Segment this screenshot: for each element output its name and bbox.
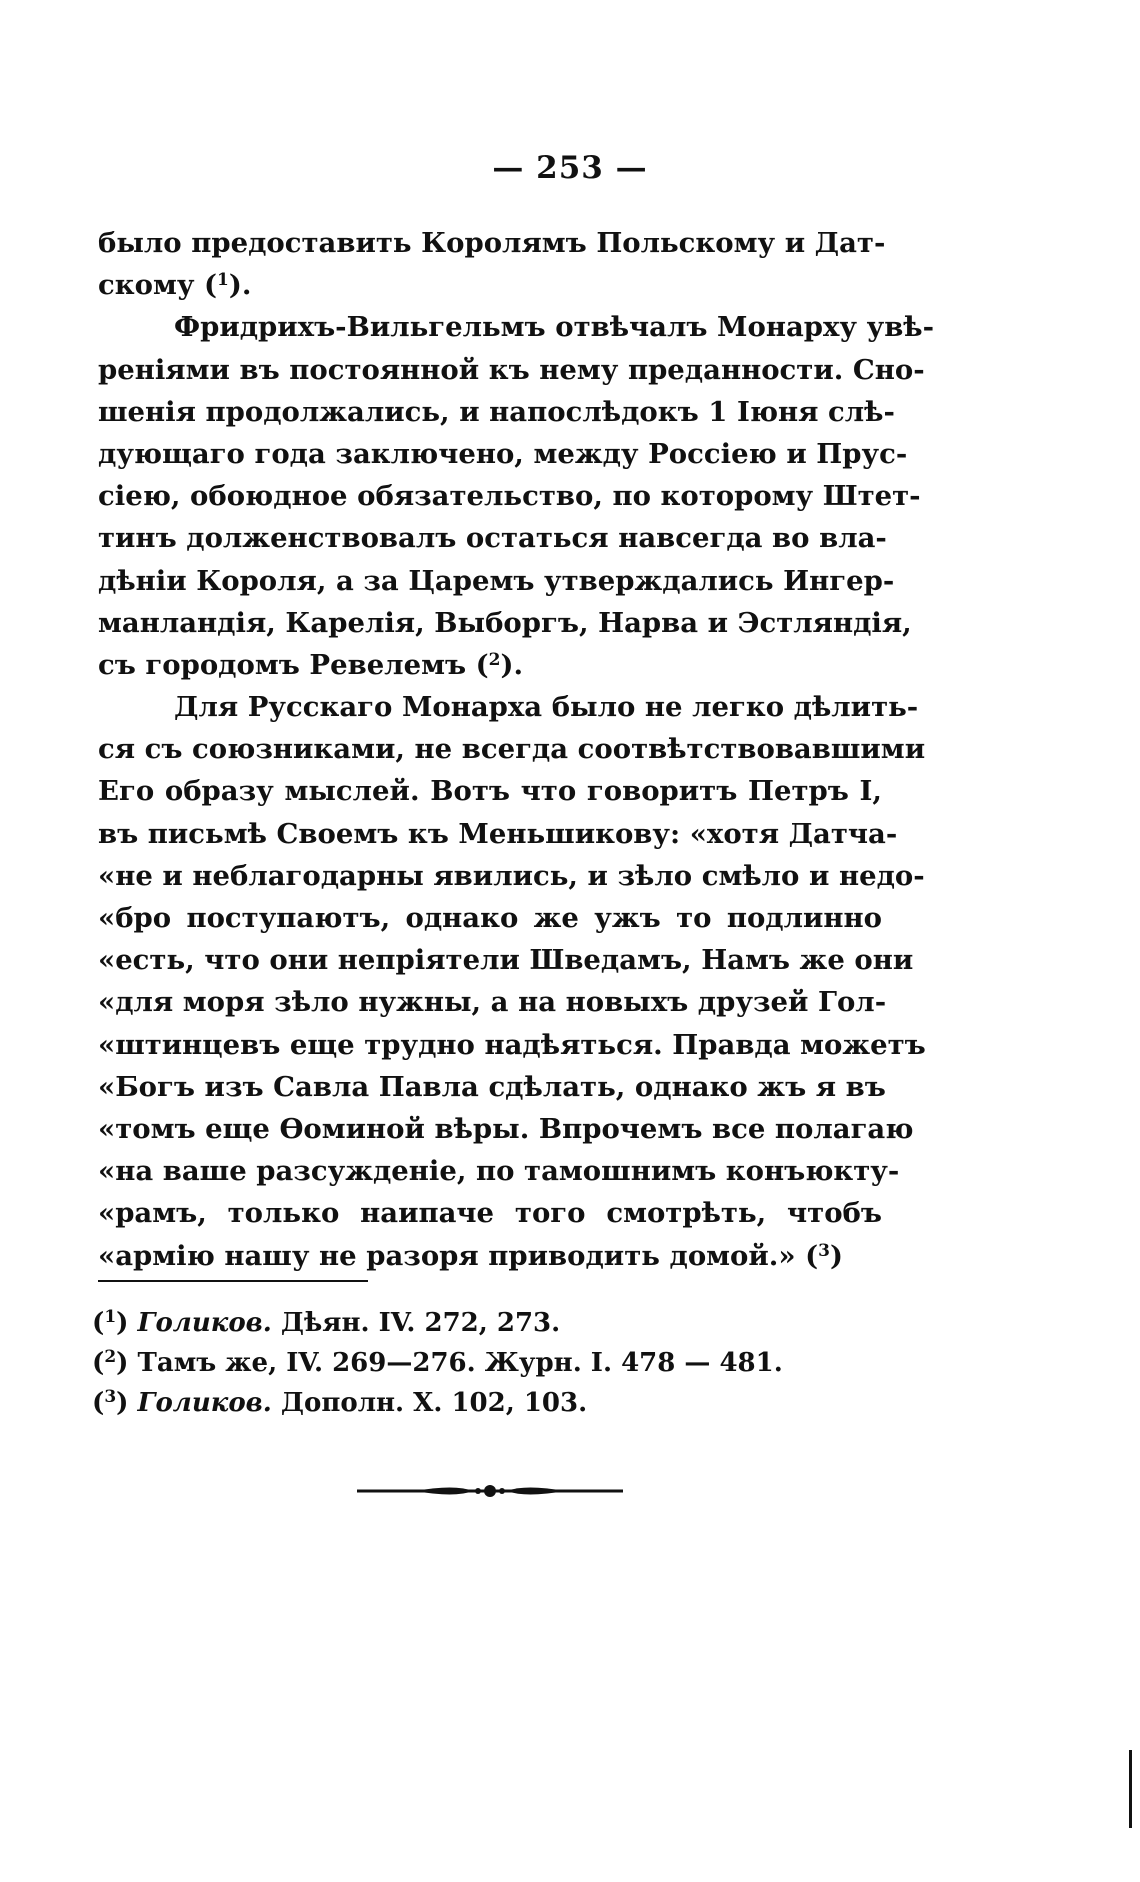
footnote-text: Тамъ же, IV. 269—276. Журн. I. 478 — 481. xyxy=(137,1348,783,1378)
text-line: «рамъ, только наипаче того смотрѣть, чтобъ xyxy=(98,1197,882,1230)
page-number: — 253 — xyxy=(492,150,648,186)
text-line: Его образу мыслей. Вотъ что говоритъ Петръ I, xyxy=(98,775,882,808)
text-line: Для Русскаго Монарха было не легко дѣлить- xyxy=(174,691,919,724)
footnote-ref: 3 xyxy=(818,1240,830,1261)
body-text xyxy=(98,222,935,1277)
footnote-mark: 1 xyxy=(104,1307,117,1327)
text-line: было предоставить Королямъ Польскому и Дат- xyxy=(98,227,886,259)
text-line: «не и неблагодарны явились, и зѣло смѣло и недо- xyxy=(98,859,925,892)
text-line: манландія, Карелія, Выборгъ, Нарва и Эстляндія, xyxy=(98,606,912,639)
footnote-text: Дополн. X. 102, 103. xyxy=(271,1388,588,1418)
footnote-mark: 2 xyxy=(104,1347,117,1367)
end-ornament xyxy=(355,1480,625,1502)
footnote-text: Дѣян. IV. 272, 273. xyxy=(271,1308,561,1338)
footnote: ($^1$) Голиков. Дѣян. IV. 272, 273. xyxy=(92,1307,561,1338)
text-line: «штинцевъ еще трудно надѣяться. Правда можетъ xyxy=(98,1028,926,1061)
text-line: «томъ еще Ѳоминой вѣры. Впрочемъ все полагаю xyxy=(98,1112,914,1145)
footnote: ($^2$) Тамъ же, IV. 269—276. Журн. I. 478 — 481. xyxy=(92,1347,783,1378)
text-line: «на ваше разсужденіе, по тамошнимъ конъюкту- xyxy=(98,1155,900,1188)
scan-edge-mark xyxy=(1129,1750,1132,1828)
text-line: «армію нашу не разоря приводить домой.» ($^3$) xyxy=(98,1239,843,1272)
text-line: «бро поступаютъ, однако же ужъ то подлинно xyxy=(98,902,882,934)
footnote-author: Голиков. xyxy=(137,1388,272,1418)
text-line: шенія продолжались, и напослѣдокъ 1 Іюня слѣ- xyxy=(98,395,895,428)
text-line: сіею, обоюдное обязательство, по которому Штет- xyxy=(98,480,921,513)
text-line: скому ($^1$). xyxy=(98,269,252,302)
footnote-rule xyxy=(98,1280,368,1282)
text-line: «Богъ изъ Савла Павла сдѣлать, однако жъ я въ xyxy=(98,1070,886,1103)
footnote-author: Голиков. xyxy=(137,1308,272,1338)
footnote-ref: 2 xyxy=(488,649,501,670)
footnotes xyxy=(92,1303,882,1423)
footnote-ref: 1 xyxy=(217,270,229,291)
text-line: Фридрихъ-Вильгельмъ отвѣчалъ Монарху увѣ- xyxy=(174,311,935,344)
text-line: реніями въ постоянной къ нему преданности. Сно- xyxy=(98,353,925,386)
text-line: дѣніи Короля, а за Царемъ утверждались Ингер- xyxy=(98,564,895,597)
text-line: тинъ долженствовалъ остаться навсегда во вла- xyxy=(98,522,887,555)
text-line: «есть, что они непріятели Шведамъ, Намъ же они xyxy=(98,944,914,977)
footnote-mark: 3 xyxy=(104,1387,117,1407)
text-line: дующаго года заключено, между Россіею и Прус- xyxy=(98,437,908,470)
text-line: въ письмѣ Своемъ къ Меньшикову: «хотя Датча- xyxy=(98,817,898,850)
footnote: ($^3$) Голиков. Дополн. X. 102, 103. xyxy=(92,1387,588,1418)
text-line: ся съ союзниками, не всегда соотвѣтствовавшими xyxy=(98,733,926,766)
text-line: съ городомъ Ревелемъ ($^2$). xyxy=(98,648,524,681)
text-line: «для моря зѣло нужны, а на новыхъ друзей Гол- xyxy=(98,986,887,1019)
